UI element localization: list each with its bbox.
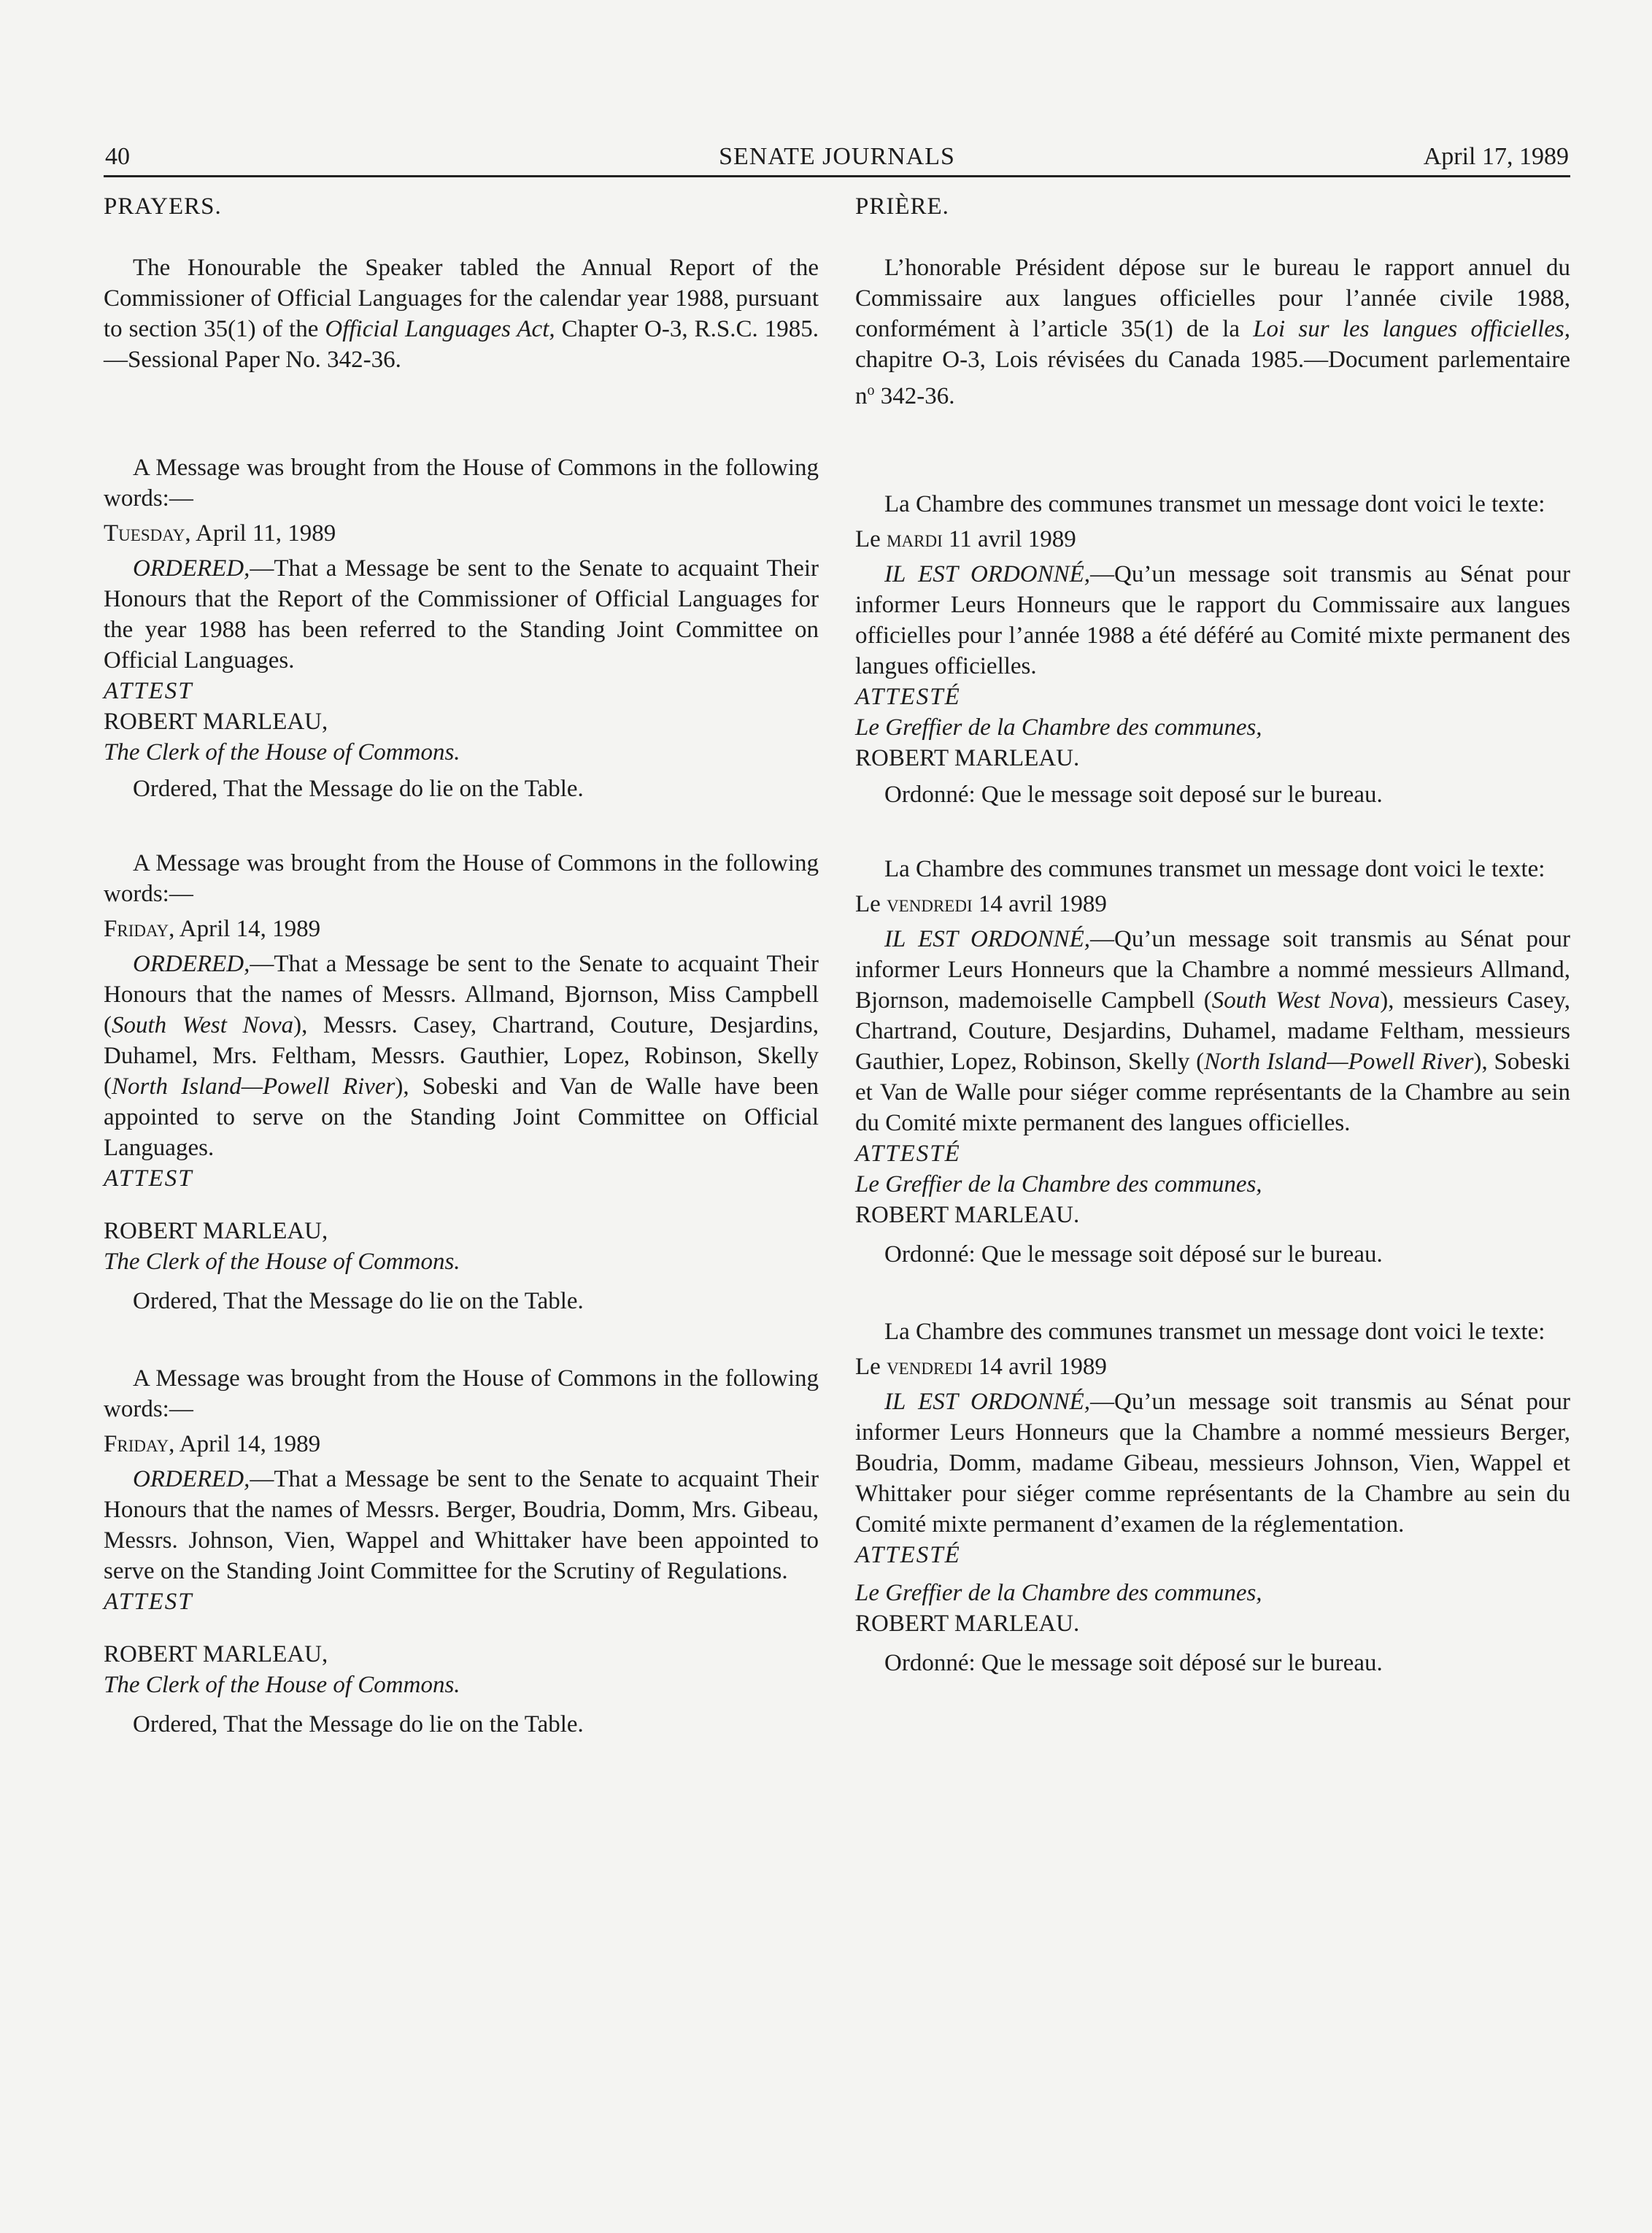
- message-intro: La Chambre des communes transmet un message dont voici le texte:: [884, 1319, 1545, 1345]
- president-paragraph: [855, 252, 1570, 412]
- message-intro: La Chambre des communes transmet un message dont voici le texte:: [884, 491, 1545, 517]
- clerk-name: ROBERT MARLEAU.: [855, 1202, 1080, 1228]
- page-number: 40: [105, 143, 130, 170]
- message-body: [855, 559, 1570, 682]
- message-date-text: 14 avril 1989: [972, 1354, 1107, 1380]
- message-body-text: ), Sobeski and Van de Walle have been appointed to serve on the Standing Joint Committee on Official Languages.: [104, 1073, 819, 1161]
- message-day: vendredi: [887, 1354, 973, 1380]
- attest-label: ATTEST: [104, 678, 193, 704]
- ordered-table: Ordered, That the Message do lie on the Table.: [133, 1288, 584, 1314]
- message-date-text: , April 14, 1989: [169, 916, 321, 942]
- message-body-text: —Qu’un message soit transmis au Sénat pour informer Leurs Honneurs que le rapport du Commissaire aux langues officielles pour l’année 1988 a été déféré au Comité mixte permanent des langues officielles.: [855, 561, 1570, 679]
- message-day: vendredi: [887, 891, 973, 917]
- ordered-word: ORDERED,: [133, 555, 250, 582]
- act-title: Official Languages Act,: [325, 316, 555, 342]
- numero-superscript: o: [867, 382, 875, 398]
- message-date-text: , April 11, 1989: [185, 520, 336, 547]
- ordered-table: Ordered, That the Message do lie on the Table.: [133, 776, 584, 802]
- french-column: [855, 191, 1570, 1678]
- clerk-name: ROBERT MARLEAU.: [855, 1611, 1080, 1637]
- speaker-text-2: Chapter O-3, R.S.C. 1985.—Sessional Paper No. 342-36.: [104, 316, 819, 373]
- message-date: [104, 1429, 819, 1459]
- page-header: [105, 139, 1569, 175]
- attest-label: ATTEST: [104, 1589, 193, 1615]
- message-body-text: —That a Message be sent to the Senate to acquaint Their Honours that the names of Messrs. Berger, Boudria, Domm, Mrs. Gibeau, Messrs. Johnson, Vien, Wappel and Whittaker have been appointed to serve on the Standing Joint Committee for the Scrutiny of Regulations.: [104, 1466, 819, 1584]
- message-intro: A Message was brought from the House of Commons in the following words:—: [104, 1365, 819, 1422]
- president-text-3: 342-36.: [874, 383, 955, 409]
- president-text-1: L’honorable Président dépose sur le bureau le rapport annuel du Commissaire aux langues officielles pour l’année civile 1988, conformément à l’article 35(1) de la: [855, 255, 1570, 342]
- message-body-text: ), messieurs Casey, Chartrand, Couture, Desjardins, Duhamel, madame Feltham, messieurs Gauthier, Lopez, Robinson, Skelly (: [855, 987, 1570, 1075]
- ordered-table: Ordered, That the Message do lie on the Table.: [133, 1711, 584, 1738]
- ordered-table: Ordonné: Que le message soit deposé sur le bureau.: [884, 782, 1383, 808]
- clerk-title: Le Greffier de la Chambre des communes,: [855, 714, 1262, 741]
- message-date-prefix: Le: [855, 891, 887, 917]
- speaker-paragraph: [104, 252, 819, 375]
- message-date: [855, 889, 1570, 919]
- attest-label: ATTEST: [104, 1165, 193, 1192]
- message-date-text: , April 14, 1989: [169, 1431, 321, 1457]
- prayers-heading: PRAYERS.: [104, 193, 222, 220]
- message-body: [104, 553, 819, 676]
- message-date-text: 11 avril 1989: [942, 526, 1076, 552]
- clerk-name: ROBERT MARLEAU.: [855, 745, 1080, 771]
- message-body-text: —Qu’un message soit transmis au Sénat pour informer Leurs Honneurs que la Chambre a nommé messieurs Berger, Boudria, Domm, madame Gibeau, messieurs Johnson, Vien, Wappel et Whittaker pour siéger comme représentants de la Chambre au sein du Comité mixte permanent d’examen de la réglementation.: [855, 1389, 1570, 1538]
- message-body-text: —That a Message be sent to the Senate to acquaint Their Honours that the Report of the Commissioner of Official Languages for the year 1988 has been referred to the Standing Joint Committee on Official Languages.: [104, 555, 819, 674]
- message-day: mardi: [887, 526, 943, 552]
- message-date: [855, 524, 1570, 555]
- riding-name: South West Nova: [112, 1012, 294, 1038]
- message-date: [104, 914, 819, 944]
- message-date-prefix: Le: [855, 526, 887, 552]
- attest-label: ATTESTÉ: [855, 1542, 961, 1568]
- message-body-text: ), Messrs. Casey, Chartrand, Couture, Desjardins, Duhamel, Mrs. Feltham, Messrs. Gauthier, Lopez, Robinson, Skelly (: [104, 1012, 819, 1100]
- riding-name: North Island—Powell River: [112, 1073, 395, 1100]
- message-body-text: —Qu’un message soit transmis au Sénat pour informer Leurs Honneurs que la Chambre a nommé messieurs Allmand, Bjornson, mademoiselle Campbell (: [855, 926, 1570, 1014]
- message-date: [104, 518, 819, 549]
- loi-title: Loi sur les langues officielles,: [1253, 316, 1570, 342]
- ordered-word: IL EST ORDONNÉ,: [884, 926, 1091, 952]
- clerk-title: Le Greffier de la Chambre des communes,: [855, 1171, 1262, 1198]
- clerk-title: Le Greffier de la Chambre des communes,: [855, 1580, 1262, 1606]
- clerk-title: The Clerk of the House of Commons.: [104, 1249, 460, 1275]
- message-body: [855, 1387, 1570, 1540]
- ordered-word: IL EST ORDONNÉ,: [884, 1389, 1091, 1415]
- message-date-prefix: Le: [855, 1354, 887, 1380]
- message-body: [104, 1464, 819, 1586]
- journal-title: SENATE JOURNALS: [719, 143, 955, 170]
- attest-label: ATTESTÉ: [855, 684, 961, 710]
- clerk-name: ROBERT MARLEAU,: [104, 1641, 328, 1667]
- ordered-word: ORDERED,: [133, 1466, 250, 1492]
- president-text-2: chapitre O-3, Lois révisées du Canada 1985.—Document parlementaire n: [855, 347, 1570, 409]
- message-date-text: 14 avril 1989: [972, 891, 1107, 917]
- riding-name: South West Nova: [1211, 987, 1381, 1014]
- message-intro: La Chambre des communes transmet un message dont voici le texte:: [884, 856, 1545, 882]
- clerk-title: The Clerk of the House of Commons.: [104, 1672, 460, 1698]
- message-body-text: —That a Message be sent to the Senate to acquaint Their Honours that the names of Messrs. Allmand, Bjornson, Miss Campbell (: [104, 951, 819, 1038]
- clerk-title: The Clerk of the House of Commons.: [104, 739, 460, 765]
- message-day: Friday: [104, 916, 169, 942]
- priere-heading: PRIÈRE.: [855, 193, 949, 220]
- message-intro: A Message was brought from the House of Commons in the following words:—: [104, 455, 819, 512]
- ordered-word: ORDERED,: [133, 951, 250, 977]
- ordered-table: Ordonné: Que le message soit déposé sur le bureau.: [884, 1241, 1383, 1268]
- speaker-text-1: The Honourable the Speaker tabled the Annual Report of the Commissioner of Official Languages for the calendar year 1988, pursuant to section 35(1) of the: [104, 255, 819, 342]
- message-body-text: ), Sobeski et Van de Walle pour siéger comme représentants de la Chambre au sein du Comité mixte permanent des langues officielles.: [855, 1049, 1571, 1136]
- clerk-name: ROBERT MARLEAU,: [104, 709, 328, 735]
- message-body: [855, 924, 1570, 1138]
- message-body: [104, 949, 819, 1163]
- riding-name: North Island—Powell River: [1204, 1049, 1474, 1075]
- message-intro: A Message was brought from the House of Commons in the following words:—: [104, 850, 819, 907]
- ordered-word: IL EST ORDONNÉ,: [884, 561, 1091, 587]
- clerk-name: ROBERT MARLEAU,: [104, 1218, 328, 1244]
- header-date: April 17, 1989: [1423, 143, 1569, 170]
- message-day: Friday: [104, 1431, 169, 1457]
- header-rule: [104, 175, 1570, 177]
- ordered-table: Ordonné: Que le message soit déposé sur le bureau.: [884, 1650, 1383, 1676]
- message-day: Tuesday: [104, 520, 185, 547]
- attest-label: ATTESTÉ: [855, 1141, 961, 1167]
- english-column: [104, 191, 819, 1740]
- message-date: [855, 1351, 1570, 1382]
